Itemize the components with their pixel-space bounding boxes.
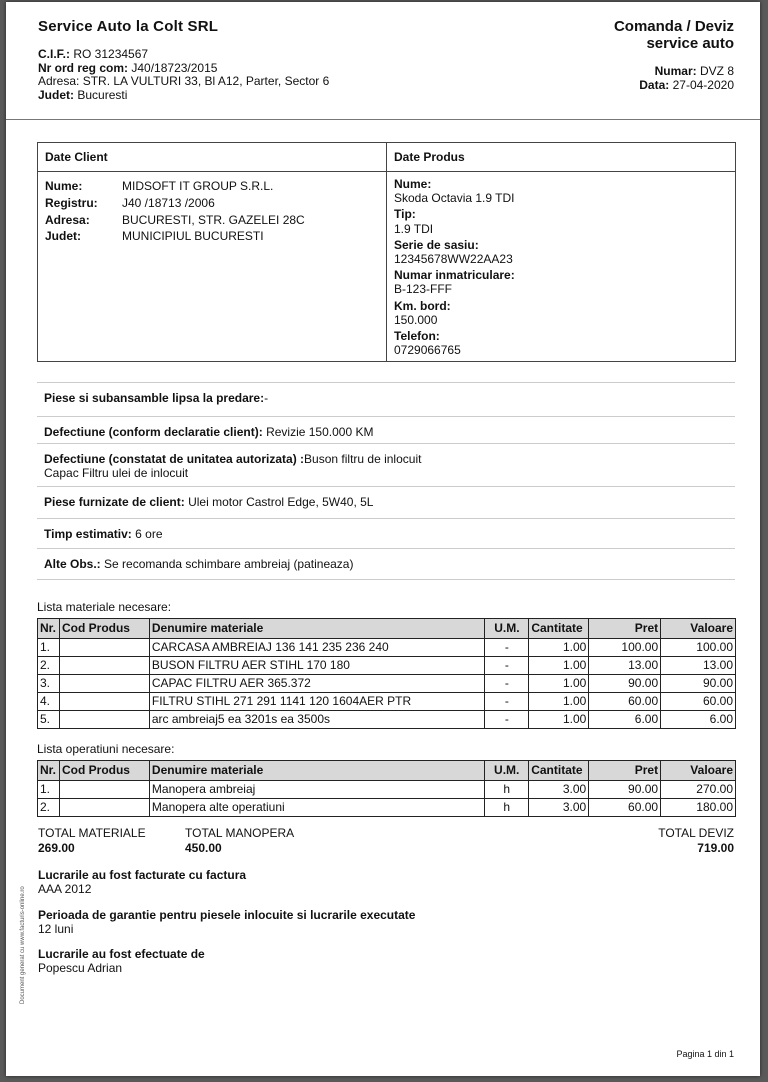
product-label: Numar inmatriculare: bbox=[394, 268, 515, 283]
product-value: 12345678WW22AA23 bbox=[394, 252, 513, 267]
table-row bbox=[38, 799, 736, 817]
missing-parts-line: Piese si subansamble lipsa la predare:- bbox=[37, 382, 735, 413]
table-cell: - bbox=[485, 711, 529, 729]
table-cell bbox=[59, 693, 149, 711]
total-materials-value: 269.00 bbox=[38, 841, 75, 855]
table-cell: 1.00 bbox=[529, 657, 589, 675]
product-value: Skoda Octavia 1.9 TDI bbox=[394, 191, 515, 206]
operations-header-row: Nr. Cod Produs Denumire materiale U.M. Cantitate Pret Valoare bbox=[38, 761, 736, 781]
table-cell: 1. bbox=[38, 639, 60, 657]
invoice-label: Lucrarile au fost facturate cu factura bbox=[38, 868, 247, 882]
cif-label: C.I.F.: bbox=[38, 47, 70, 61]
table-row bbox=[38, 711, 736, 729]
product-label: Km. bord: bbox=[394, 298, 451, 313]
table-cell: FILTRU STIHL 271 291 1141 120 1604AER PTR bbox=[149, 693, 485, 711]
document-page bbox=[6, 2, 760, 1076]
table-cell: Manopera ambreiaj bbox=[149, 781, 484, 799]
found-defect-line: Defectiune (constatat de unitatea autorizata) :Buson filtru de inlocuit Capac Filtru ulei de inlocuit bbox=[37, 443, 735, 488]
performed-block bbox=[38, 947, 205, 975]
table-cell bbox=[59, 657, 149, 675]
table-cell: h bbox=[485, 781, 529, 799]
table-cell bbox=[59, 675, 149, 693]
table-row bbox=[38, 781, 736, 799]
table-cell: 6.00 bbox=[661, 711, 736, 729]
table-cell: 180.00 bbox=[661, 799, 736, 817]
product-value: 0729066765 bbox=[394, 343, 461, 358]
table-cell: 100.00 bbox=[589, 639, 661, 657]
table-cell: 6.00 bbox=[589, 711, 661, 729]
table-row bbox=[38, 675, 736, 693]
table-cell: CAPAC FILTRU AER 365.372 bbox=[149, 675, 485, 693]
client-product-box bbox=[37, 142, 736, 362]
table-cell: - bbox=[485, 675, 529, 693]
client-parts-line: Piese furnizate de client: Ulei motor Castrol Edge, 5W40, 5L bbox=[37, 486, 735, 517]
page-number: Pagina 1 din 1 bbox=[676, 1049, 734, 1059]
client-section bbox=[38, 143, 387, 361]
product-label: Serie de sasiu: bbox=[394, 237, 479, 252]
reg-value: J40/18723/2015 bbox=[131, 60, 218, 75]
product-label: Nume: bbox=[394, 177, 432, 191]
invoice-value: AAA 2012 bbox=[38, 882, 92, 896]
table-cell: Manopera alte operatiuni bbox=[149, 799, 484, 817]
generator-note: Document generat cu www.facturis-online.ro bbox=[20, 886, 26, 1004]
table-cell: 3.00 bbox=[529, 799, 589, 817]
table-cell: 2. bbox=[38, 799, 60, 817]
table-cell bbox=[59, 639, 149, 657]
document-title bbox=[614, 18, 734, 52]
client-rows bbox=[38, 172, 386, 245]
total-labor-label: TOTAL MANOPERA bbox=[185, 826, 295, 840]
table-cell bbox=[59, 781, 149, 799]
total-deviz bbox=[658, 826, 734, 856]
invoice-block bbox=[38, 868, 246, 896]
table-cell: BUSON FILTRU AER STIHL 170 180 bbox=[149, 657, 485, 675]
date-value: 27-04-2020 bbox=[672, 77, 734, 92]
table-cell: 1.00 bbox=[529, 711, 589, 729]
table-cell: 1.00 bbox=[529, 675, 589, 693]
table-cell: 60.00 bbox=[589, 693, 661, 711]
warranty-label: Perioada de garantie pentru piesele inlocuite si lucrarile executate bbox=[38, 908, 416, 922]
warranty-block bbox=[38, 908, 415, 936]
table-cell: 1.00 bbox=[529, 693, 589, 711]
table-cell: 3.00 bbox=[529, 781, 589, 799]
table-cell: 4. bbox=[38, 693, 60, 711]
address-label: Adresa: bbox=[38, 74, 80, 88]
operations-body bbox=[38, 781, 736, 817]
address-value: STR. LA VULTURI 33, Bl A12, Parter, Sector 6 bbox=[82, 74, 330, 88]
table-cell: - bbox=[485, 693, 529, 711]
performed-value: Popescu Adrian bbox=[38, 961, 123, 975]
warranty-value: 12 luni bbox=[38, 922, 74, 936]
table-cell: h bbox=[485, 799, 529, 817]
table-row bbox=[38, 657, 736, 675]
materials-table bbox=[37, 618, 736, 729]
table-cell bbox=[59, 711, 149, 729]
table-cell: 60.00 bbox=[661, 693, 736, 711]
table-cell: 90.00 bbox=[589, 675, 661, 693]
document-title-line2: service auto bbox=[646, 35, 734, 52]
table-cell: - bbox=[485, 657, 529, 675]
table-cell bbox=[59, 799, 149, 817]
company-name: Service Auto la Colt SRL bbox=[38, 18, 219, 35]
total-labor-value: 450.00 bbox=[185, 841, 222, 855]
table-cell: 90.00 bbox=[661, 675, 736, 693]
table-row bbox=[38, 639, 736, 657]
company-info bbox=[38, 48, 329, 102]
client-defect-line: Defectiune (conform declaratie client): Revizie 150.000 KM bbox=[37, 416, 735, 447]
other-obs-line: Alte Obs.: Se recomanda schimbare ambreiaj (patineaza) bbox=[37, 548, 735, 580]
operations-table bbox=[37, 760, 736, 817]
materials-caption: Lista materiale necesare: bbox=[37, 600, 172, 614]
total-materials-label: TOTAL MATERIALE bbox=[38, 826, 146, 840]
table-cell: CARCASA AMBREIAJ 136 141 235 236 240 bbox=[149, 639, 485, 657]
table-cell: 13.00 bbox=[661, 657, 736, 675]
date-label: Data: bbox=[639, 77, 670, 92]
client-header: Date Client bbox=[38, 143, 386, 172]
table-cell: 3. bbox=[38, 675, 60, 693]
table-cell: 2. bbox=[38, 657, 60, 675]
performed-label: Lucrarile au fost efectuate de bbox=[38, 947, 205, 961]
table-row bbox=[38, 693, 736, 711]
total-labor bbox=[185, 826, 294, 856]
table-cell: 1. bbox=[38, 781, 60, 799]
product-rows bbox=[387, 172, 735, 357]
client-row: Adresa: BUCURESTI, STR. GAZELEI 28C bbox=[45, 212, 305, 227]
number-label: Numar: bbox=[654, 64, 697, 78]
client-row: Judet: MUNICIPIUL BUCURESTI bbox=[45, 229, 264, 244]
table-cell: arc ambreiaj5 ea 3201s ea 3500s bbox=[149, 711, 485, 729]
table-cell: 1.00 bbox=[529, 639, 589, 657]
reg-label: Nr ord reg com: bbox=[38, 60, 129, 75]
product-label: Tip: bbox=[394, 207, 416, 222]
table-cell: 270.00 bbox=[661, 781, 736, 799]
table-cell: 5. bbox=[38, 711, 60, 729]
estimated-time-line: Timp estimativ: 6 ore bbox=[37, 518, 735, 549]
product-label: Telefon: bbox=[394, 329, 440, 344]
product-header: Date Produs bbox=[387, 143, 735, 172]
table-cell: 90.00 bbox=[589, 781, 661, 799]
table-cell: - bbox=[485, 639, 529, 657]
client-row: Registru: J40 /18713 /2006 bbox=[45, 195, 215, 210]
table-cell: 60.00 bbox=[589, 799, 661, 817]
client-row: Nume: MIDSOFT IT GROUP S.R.L. bbox=[45, 179, 274, 193]
header-divider bbox=[6, 119, 760, 120]
total-deviz-label: TOTAL DEVIZ bbox=[658, 826, 734, 840]
number-value: DVZ 8 bbox=[699, 64, 734, 78]
product-value: 150.000 bbox=[394, 312, 438, 327]
county-value: Bucuresti bbox=[77, 87, 128, 102]
county-label: Judet: bbox=[38, 87, 74, 102]
operations-caption: Lista operatiuni necesare: bbox=[37, 742, 175, 756]
cif-value: RO 31234567 bbox=[73, 47, 149, 61]
total-deviz-value: 719.00 bbox=[697, 841, 734, 855]
product-section bbox=[387, 143, 735, 361]
product-value: 1.9 TDI bbox=[394, 221, 434, 236]
materials-header-row: Nr. Cod Produs Denumire materiale U.M. Cantitate Pret Valoare bbox=[38, 619, 736, 639]
product-value: B-123-FFF bbox=[394, 282, 453, 297]
table-cell: 13.00 bbox=[589, 657, 661, 675]
materials-body bbox=[38, 639, 736, 729]
document-meta bbox=[639, 65, 734, 92]
table-cell: 100.00 bbox=[661, 639, 736, 657]
total-materials bbox=[38, 826, 146, 856]
document-title-line1: Comanda / Deviz bbox=[613, 18, 734, 35]
